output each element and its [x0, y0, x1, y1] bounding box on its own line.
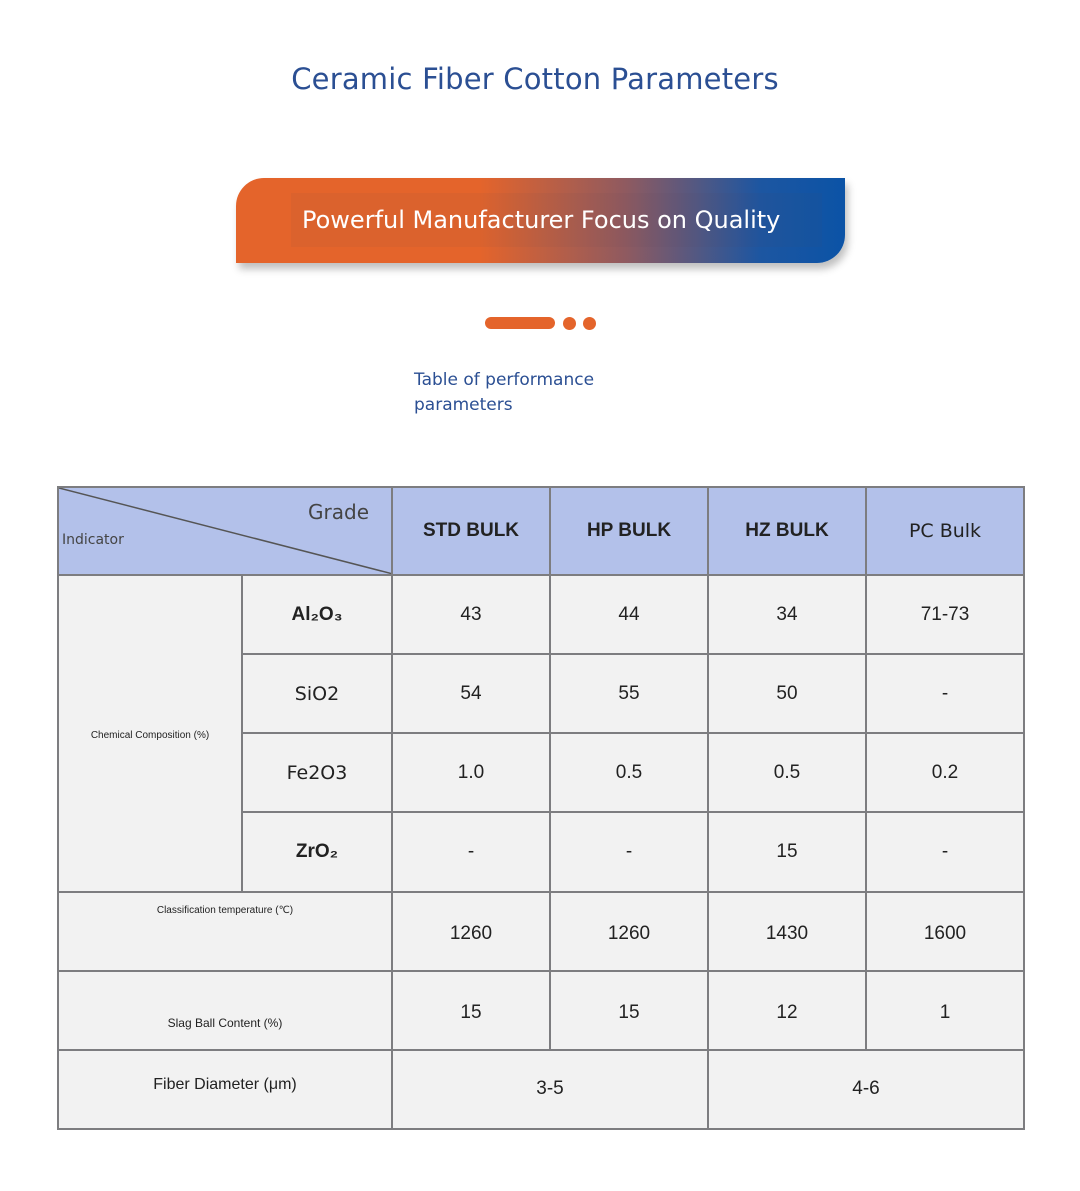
value-cell: 0.5: [550, 733, 708, 812]
table-header-row: [58, 487, 1024, 575]
page-title: Ceramic Fiber Cotton Parameters: [291, 62, 779, 96]
value-cell: 71-73: [866, 575, 1024, 654]
chemical-composition-label-cell: [58, 575, 242, 891]
value-cell: 1600: [866, 892, 1024, 971]
table-row-fiber-diameter: [58, 1050, 1024, 1129]
value-cell: 1260: [392, 892, 550, 971]
value-cell: 15: [708, 812, 866, 891]
chemical-composition-label: Chemical Composition (%): [90, 730, 210, 742]
value-cell: -: [866, 812, 1024, 891]
chemical-name-cell: SiO2: [242, 654, 392, 733]
decorative-dash: [485, 317, 555, 329]
grade-header-std-bulk: STD BULK: [392, 487, 550, 575]
slag-ball-content-label: Slag Ball Content (%): [167, 1015, 283, 1030]
value-cell: 34: [708, 575, 866, 654]
value-cell: -: [866, 654, 1024, 733]
corner-header-cell: [58, 487, 392, 575]
corner-grade-label: Grade: [308, 500, 369, 524]
decorative-dot: [583, 317, 596, 330]
table-subtitle: [414, 368, 634, 418]
decorative-dot: [563, 317, 576, 330]
value-cell: 44: [550, 575, 708, 654]
value-cell: 54: [392, 654, 550, 733]
classification-label-cell: [58, 892, 392, 971]
slag-label-cell: [58, 971, 392, 1050]
value-cell: 43: [392, 575, 550, 654]
fiber-diameter-label: Fiber Diameter (μm): [153, 1076, 297, 1094]
grade-header-pc-bulk: PC Bulk: [866, 487, 1024, 575]
corner-indicator-label: Indicator: [62, 532, 124, 548]
table-row-classification-temperature: [58, 892, 1024, 971]
performance-parameters-table: [57, 486, 1025, 1130]
chemical-name-cell: Fe2O3: [242, 733, 392, 812]
table-row-al2o3: [58, 575, 1024, 654]
value-cell: 1430: [708, 892, 866, 971]
table-row-slag-ball-content: [58, 971, 1024, 1050]
value-cell: 1260: [550, 892, 708, 971]
value-cell: 0.5: [708, 733, 866, 812]
chemical-name-cell: Al₂O₃: [242, 575, 392, 654]
value-cell: -: [392, 812, 550, 891]
value-cell: 3-5: [392, 1050, 708, 1129]
grade-header-hz-bulk: HZ BULK: [708, 487, 866, 575]
value-cell: 50: [708, 654, 866, 733]
fiber-label-cell: [58, 1050, 392, 1129]
grade-header-hp-bulk: HP BULK: [550, 487, 708, 575]
value-cell: 1.0: [392, 733, 550, 812]
classification-temperature-label: Classification temperature (℃): [156, 904, 294, 916]
value-cell: 1: [866, 971, 1024, 1050]
subtitle-line: parameters: [414, 395, 513, 415]
value-cell: 55: [550, 654, 708, 733]
value-cell: 15: [392, 971, 550, 1050]
chemical-name-cell: ZrO₂: [242, 812, 392, 891]
value-cell: 4-6: [708, 1050, 1024, 1129]
subtitle-line: Table of performance: [414, 370, 595, 390]
value-cell: -: [550, 812, 708, 891]
value-cell: 12: [708, 971, 866, 1050]
value-cell: 0.2: [866, 733, 1024, 812]
value-cell: 15: [550, 971, 708, 1050]
banner-text: Powerful Manufacturer Focus on Quality: [291, 193, 822, 247]
